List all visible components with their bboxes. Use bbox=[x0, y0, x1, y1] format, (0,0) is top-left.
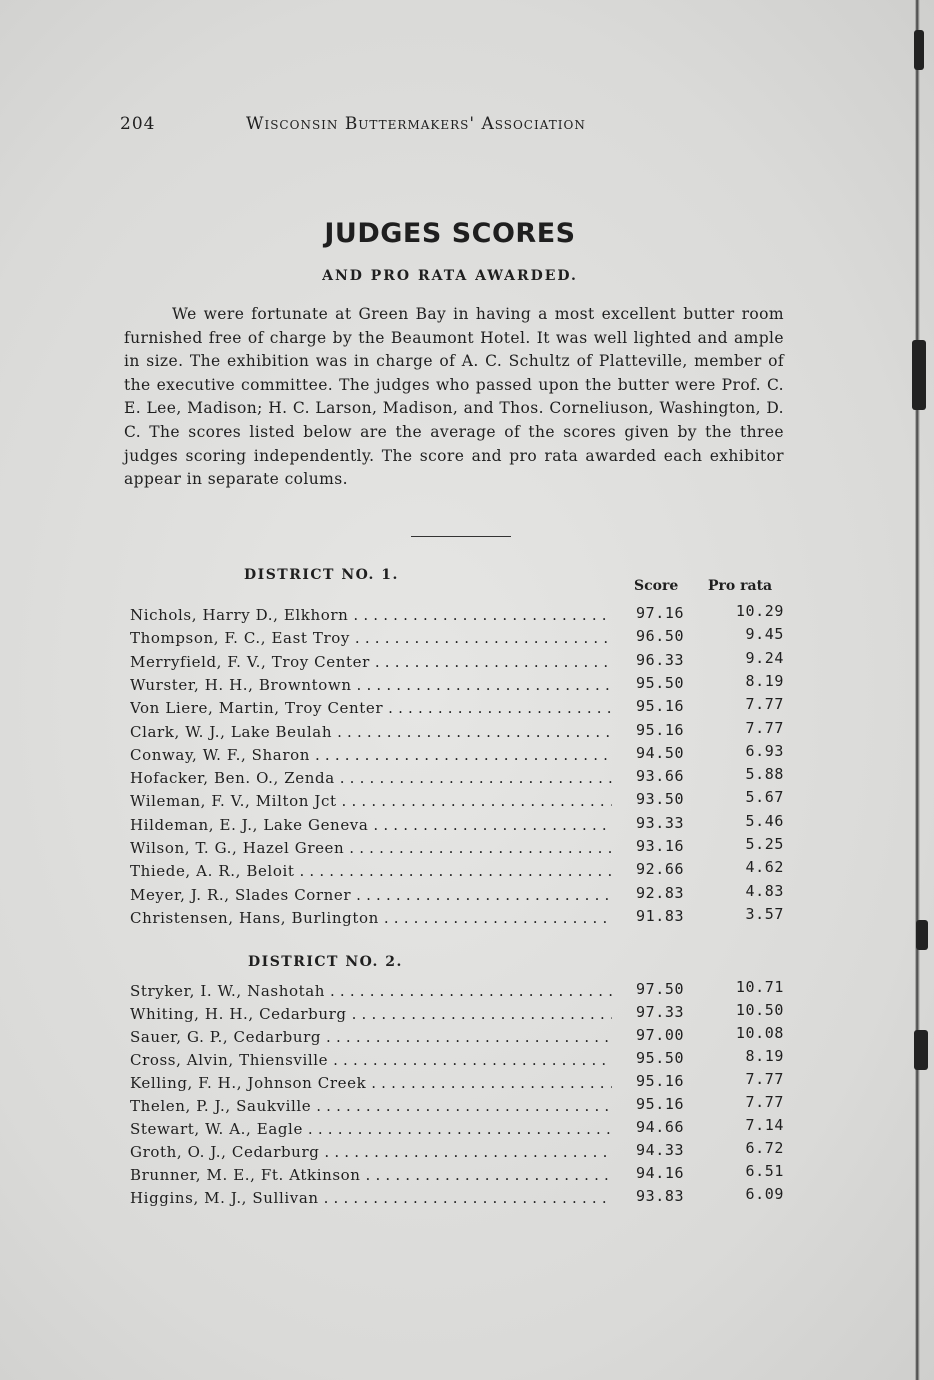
pro-rata-value: 4.62 bbox=[745, 858, 784, 877]
exhibitor-name: Merryfield, F. V., Troy Center . . . bbox=[130, 653, 612, 671]
score-value: 94.50 bbox=[636, 743, 685, 762]
pro-rata-value: 7.14 bbox=[745, 1116, 784, 1134]
exhibitor-name: Conway, W. F., Sharon . . . bbox=[130, 746, 612, 764]
running-title: Wisconsin Buttermakers' Association bbox=[246, 114, 586, 134]
exhibitor-name: Wilson, T. G., Hazel Green . . . bbox=[130, 839, 612, 857]
exhibitor-name: Von Liere, Martin, Troy Center . . . bbox=[130, 699, 612, 717]
pro-rata-value: 6.51 bbox=[745, 1162, 784, 1180]
pro-rata-value: 8.19 bbox=[745, 671, 784, 690]
page-edge-shadow bbox=[915, 0, 920, 1380]
score-value: 95.50 bbox=[636, 1049, 685, 1067]
table-row bbox=[130, 695, 790, 722]
district-heading: DISTRICT NO. 1. bbox=[244, 567, 399, 583]
pro-rata-column-header: Pro rata bbox=[708, 578, 773, 594]
section-divider bbox=[411, 536, 511, 537]
score-value: 97.33 bbox=[636, 1003, 685, 1021]
pro-rata-value: 3.57 bbox=[745, 904, 784, 923]
pro-rata-value: 10.08 bbox=[735, 1024, 784, 1042]
pro-rata-value: 5.25 bbox=[745, 835, 784, 853]
page-number: 204 bbox=[120, 114, 156, 134]
exhibitor-name: Thiede, A. R., Beloit . . . bbox=[130, 862, 612, 880]
exhibitor-name: Sauer, G. P., Cedarburg . . . bbox=[130, 1028, 612, 1046]
exhibitor-name: Nichols, Harry D., Elkhorn . . . bbox=[130, 606, 612, 624]
table-row bbox=[130, 1162, 790, 1189]
score-value: 97.50 bbox=[636, 980, 685, 998]
pro-rata-value: 10.50 bbox=[735, 1001, 784, 1019]
pro-rata-value: 5.88 bbox=[745, 765, 784, 784]
score-value: 93.66 bbox=[636, 767, 685, 786]
exhibitor-name: Kelling, F. H., Johnson Creek . . . bbox=[130, 1074, 612, 1092]
score-value: 97.00 bbox=[636, 1026, 685, 1044]
table-row bbox=[130, 1001, 790, 1028]
score-value: 92.66 bbox=[636, 860, 685, 879]
binding-mark bbox=[912, 340, 926, 410]
score-column-header: Score bbox=[634, 578, 679, 594]
table-row bbox=[130, 671, 790, 699]
table-row bbox=[130, 881, 790, 909]
table-row bbox=[130, 1185, 790, 1212]
table-row bbox=[130, 1070, 790, 1097]
pro-rata-value: 8.19 bbox=[745, 1047, 784, 1065]
score-value: 93.50 bbox=[636, 790, 685, 809]
binding-mark bbox=[916, 920, 928, 950]
binding-mark bbox=[914, 1030, 928, 1070]
table-row bbox=[130, 788, 790, 815]
score-value: 91.83 bbox=[636, 906, 685, 925]
score-value: 95.16 bbox=[636, 720, 685, 739]
table-row bbox=[130, 1093, 790, 1120]
exhibitor-name: Hildeman, E. J., Lake Geneva . . . bbox=[130, 816, 612, 834]
table-row bbox=[130, 858, 790, 885]
score-value: 93.83 bbox=[636, 1187, 685, 1205]
exhibitor-name: Whiting, H. H., Cedarburg . . . bbox=[130, 1005, 612, 1023]
score-value: 96.33 bbox=[636, 650, 685, 669]
exhibitor-name: Wurster, H. H., Browntown . . . bbox=[130, 676, 612, 694]
exhibitor-name: Higgins, M. J., Sullivan . . . bbox=[130, 1189, 612, 1207]
page-title: JUDGES SCORES bbox=[324, 218, 576, 249]
pro-rata-value: 6.72 bbox=[745, 1139, 784, 1157]
pro-rata-value: 5.46 bbox=[745, 811, 784, 830]
pro-rata-value: 5.67 bbox=[745, 788, 784, 807]
table-row bbox=[130, 904, 790, 932]
pro-rata-value: 10.71 bbox=[735, 978, 784, 996]
binding-mark bbox=[914, 30, 924, 70]
table-row bbox=[130, 741, 790, 769]
exhibitor-name: Hofacker, Ben. O., Zenda . . . bbox=[130, 769, 612, 787]
table-row bbox=[130, 765, 790, 792]
table-row bbox=[130, 1139, 790, 1166]
pro-rata-value: 9.24 bbox=[745, 648, 784, 667]
pro-rata-value: 7.77 bbox=[745, 1093, 784, 1111]
table-row bbox=[130, 811, 790, 839]
exhibitor-name: Groth, O. J., Cedarburg . . . bbox=[130, 1143, 612, 1161]
table-row bbox=[130, 1116, 790, 1143]
exhibitor-name: Stryker, I. W., Nashotah . . . bbox=[130, 982, 612, 1000]
exhibitor-name: Brunner, M. E., Ft. Atkinson . . . bbox=[130, 1166, 612, 1184]
pro-rata-value: 4.83 bbox=[745, 881, 784, 900]
score-value: 94.66 bbox=[636, 1118, 685, 1136]
table-row bbox=[130, 1047, 790, 1074]
score-value: 94.33 bbox=[636, 1141, 685, 1159]
score-value: 95.16 bbox=[636, 1072, 685, 1090]
pro-rata-value: 6.93 bbox=[745, 741, 784, 760]
exhibitor-name: Thelen, P. J., Saukville . . . bbox=[130, 1097, 612, 1115]
exhibitor-name: Clark, W. J., Lake Beulah . . . bbox=[130, 723, 612, 741]
exhibitor-name: Stewart, W. A., Eagle . . . bbox=[130, 1120, 612, 1138]
pro-rata-value: 7.77 bbox=[745, 695, 784, 714]
table-row bbox=[130, 625, 790, 652]
district-heading: DISTRICT NO. 2. bbox=[248, 954, 403, 970]
exhibitor-name: Meyer, J. R., Slades Corner . . . bbox=[130, 886, 612, 904]
exhibitor-name: Thompson, F. C., East Troy . . . bbox=[130, 629, 612, 647]
table-row bbox=[130, 602, 790, 629]
pro-rata-value: 9.45 bbox=[745, 625, 784, 644]
exhibitor-name: Cross, Alvin, Thiensville . . . bbox=[130, 1051, 612, 1069]
pro-rata-value: 6.09 bbox=[745, 1185, 784, 1203]
score-value: 92.83 bbox=[636, 883, 685, 902]
score-value: 95.50 bbox=[636, 673, 685, 692]
exhibitor-name: Christensen, Hans, Burlington . . . bbox=[130, 909, 612, 927]
score-value: 93.16 bbox=[636, 837, 685, 855]
pro-rata-value: 7.77 bbox=[745, 1070, 784, 1088]
table-row bbox=[130, 648, 790, 676]
table-row bbox=[130, 1024, 790, 1051]
pro-rata-value: 7.77 bbox=[745, 718, 784, 737]
table-row bbox=[130, 718, 790, 746]
score-value: 95.16 bbox=[636, 1095, 685, 1113]
score-value: 96.50 bbox=[636, 627, 685, 646]
score-value: 97.16 bbox=[636, 604, 685, 622]
pro-rata-value: 10.29 bbox=[735, 602, 784, 620]
score-value: 93.33 bbox=[636, 813, 685, 832]
intro-paragraph: We were fortunate at Green Bay in having a most excellent butter room furnished free of charge by the Beaumont Hotel. It was well lighted and ample in size. The exhibition was in charge of A. C. Schultz of Platteville, member of the executive committee. The judges who passed upon the butter were Prof. C. E. Lee, Madison; H. C. Larson, Madison, and Thos. Corneliuson, Washington, D. C. The scores listed below are the average of the scores given by the three judges scoring independently. The score and pro rata awarded each exhibitor appear in separate colums. bbox=[124, 305, 784, 489]
score-value: 95.16 bbox=[636, 697, 685, 716]
table-row bbox=[130, 835, 790, 862]
table-row bbox=[130, 978, 790, 1005]
page-subtitle: AND PRO RATA AWARDED. bbox=[322, 268, 578, 284]
score-value: 94.16 bbox=[636, 1164, 685, 1182]
exhibitor-name: Wileman, F. V., Milton Jct . . . bbox=[130, 792, 612, 810]
